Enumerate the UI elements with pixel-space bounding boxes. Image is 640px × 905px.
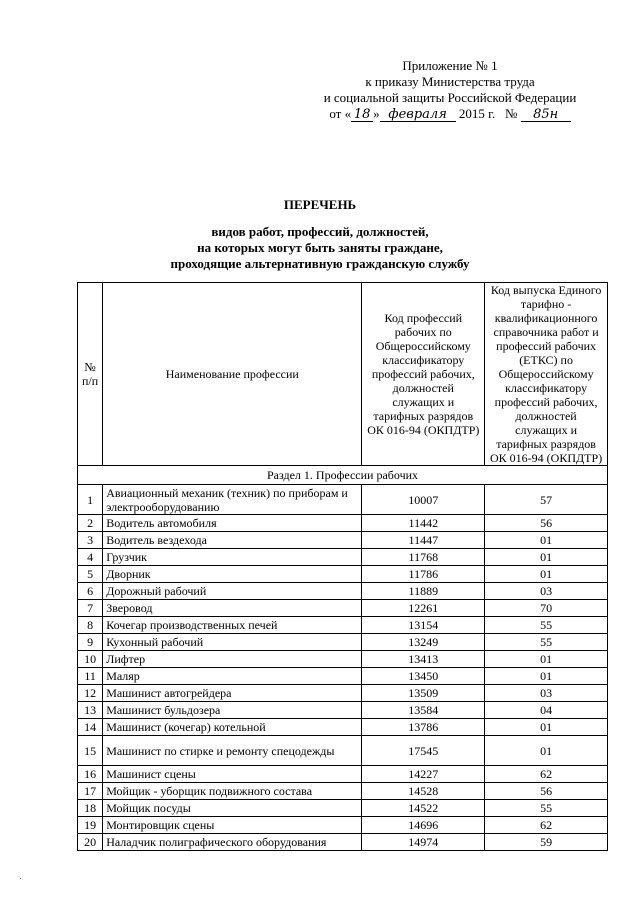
profession-name: Авиационный механик (техник) по приборам и электрооборудованию [103, 485, 362, 515]
table-row [78, 651, 608, 668]
okpdtr-code: 14522 [362, 800, 485, 817]
table-row [78, 834, 608, 851]
scan-speck [20, 878, 21, 879]
row-number: 12 [78, 685, 103, 702]
profession-name: Грузчик [103, 549, 362, 566]
etks-code: 03 [485, 685, 608, 702]
date-prefix: от « [329, 106, 352, 121]
etks-code: 62 [485, 817, 608, 834]
etks-code: 01 [485, 719, 608, 736]
row-number: 2 [78, 515, 103, 532]
header-num: № п/п [78, 283, 103, 466]
okpdtr-code: 14974 [362, 834, 485, 851]
profession-name: Машинист бульдозера [103, 702, 362, 719]
row-number: 13 [78, 702, 103, 719]
profession-name: Водитель вездехода [103, 532, 362, 549]
professions-table [77, 282, 608, 851]
title-heading: ПЕРЕЧЕНЬ [283, 197, 357, 212]
okpdtr-code: 14227 [362, 766, 485, 783]
profession-name: Дворник [103, 566, 362, 583]
profession-name: Машинист (кочегар) котельной [103, 719, 362, 736]
profession-name: Машинист сцены [103, 766, 362, 783]
order-year: 2015 г. [458, 106, 496, 121]
okpdtr-code: 13413 [362, 651, 485, 668]
ministry-line: и социальной защиты Российской Федерации [323, 90, 577, 105]
table-row [78, 532, 608, 549]
okpdtr-code: 17545 [362, 736, 485, 766]
table-row [78, 668, 608, 685]
row-number: 5 [78, 566, 103, 583]
okpdtr-code: 11768 [362, 549, 485, 566]
header-name: Наименование профессии [103, 283, 362, 466]
etks-code: 01 [485, 736, 608, 766]
okpdtr-code: 12261 [362, 600, 485, 617]
row-number: 4 [78, 549, 103, 566]
okpdtr-code: 14528 [362, 783, 485, 800]
profession-name: Водитель автомобиля [103, 515, 362, 532]
table-row [78, 800, 608, 817]
etks-code: 57 [485, 485, 608, 515]
table-row [78, 549, 608, 566]
okpdtr-code: 14696 [362, 817, 485, 834]
row-number: 8 [78, 617, 103, 634]
profession-name: Маляр [103, 668, 362, 685]
profession-name: Лифтер [103, 651, 362, 668]
row-number: 7 [78, 600, 103, 617]
row-number: 9 [78, 634, 103, 651]
row-number: 19 [78, 817, 103, 834]
profession-name: Зверовод [103, 600, 362, 617]
table-row [78, 719, 608, 736]
okpdtr-code: 10007 [362, 485, 485, 515]
etks-code: 55 [485, 800, 608, 817]
title-sub-2: на которых могут быть заняты граждане, [197, 240, 443, 255]
table-row [78, 736, 608, 766]
etks-code: 55 [485, 617, 608, 634]
table-row [78, 783, 608, 800]
profession-name: Кухонный рабочий [103, 634, 362, 651]
table-row [78, 702, 608, 719]
appendix-label: Приложение № 1 [402, 58, 498, 73]
etks-code: 03 [485, 583, 608, 600]
okpdtr-code: 11889 [362, 583, 485, 600]
okpdtr-code: 13450 [362, 668, 485, 685]
okpdtr-code: 13249 [362, 634, 485, 651]
row-number: 18 [78, 800, 103, 817]
profession-name: Мойщик - уборщик подвижного состава [103, 783, 362, 800]
title-sub-3: проходящие альтернативную гражданскую службу [170, 256, 470, 271]
profession-name: Наладчик полиграфического оборудования [103, 834, 362, 851]
profession-name: Кочегар производственных печей [103, 617, 362, 634]
table-row [78, 817, 608, 834]
order-header [320, 58, 580, 122]
order-date-line [320, 106, 580, 122]
row-number: 20 [78, 834, 103, 851]
etks-code: 56 [485, 515, 608, 532]
header-etks: Код выпуска Единого тарифно - квалификационного справочника работ и профессий рабочих (ЕТКС) по Общероссийскому классификатору профессий рабочих, должностей служащих и тарифных разрядов ОК 016-94 (ОКПДТР) [485, 283, 608, 466]
profession-name: Монтировщик сцены [103, 817, 362, 834]
etks-code: 70 [485, 600, 608, 617]
table-row [78, 515, 608, 532]
etks-code: 01 [485, 549, 608, 566]
title-sub-1: видов работ, профессий, должностей, [211, 224, 429, 239]
order-ref-line: к приказу Министерства труда [365, 74, 535, 89]
etks-code: 62 [485, 766, 608, 783]
okpdtr-code: 13154 [362, 617, 485, 634]
order-number-label: № [504, 106, 518, 121]
table-header-row [78, 283, 608, 466]
table-row [78, 485, 608, 515]
table-row [78, 766, 608, 783]
etks-code: 56 [485, 783, 608, 800]
table-row [78, 600, 608, 617]
row-number: 1 [78, 485, 103, 515]
okpdtr-code: 13584 [362, 702, 485, 719]
table-row [78, 685, 608, 702]
header-code: Код профессий рабочих по Общероссийскому классификатору профессий рабочих, должностей служащих и тарифных разрядов ОК 016-94 (ОКПДТР) [362, 283, 485, 466]
profession-name: Дорожный рабочий [103, 583, 362, 600]
profession-name: Машинист по стирке и ремонту спецодежды [103, 736, 362, 766]
handwritten-month: февраля [380, 108, 456, 122]
row-number: 16 [78, 766, 103, 783]
table-row [78, 617, 608, 634]
okpdtr-code: 13509 [362, 685, 485, 702]
okpdtr-code: 11447 [362, 532, 485, 549]
row-number: 15 [78, 736, 103, 766]
etks-code: 01 [485, 651, 608, 668]
etks-code: 59 [485, 834, 608, 851]
row-number: 6 [78, 583, 103, 600]
etks-code: 04 [485, 702, 608, 719]
etks-code: 55 [485, 634, 608, 651]
section-row [78, 466, 608, 485]
row-number: 10 [78, 651, 103, 668]
okpdtr-code: 11786 [362, 566, 485, 583]
etks-code: 01 [485, 566, 608, 583]
handwritten-day: 18 [351, 108, 373, 122]
date-sep: » [373, 106, 380, 121]
etks-code: 01 [485, 532, 608, 549]
profession-name: Машинист автогрейдера [103, 685, 362, 702]
row-number: 17 [78, 783, 103, 800]
document-title [0, 197, 640, 272]
table-row [78, 634, 608, 651]
table-row [78, 583, 608, 600]
profession-name: Мойщик посуды [103, 800, 362, 817]
okpdtr-code: 13786 [362, 719, 485, 736]
section-title: Раздел 1. Профессии рабочих [78, 466, 608, 485]
row-number: 3 [78, 532, 103, 549]
okpdtr-code: 11442 [362, 515, 485, 532]
table-row [78, 566, 608, 583]
row-number: 14 [78, 719, 103, 736]
row-number: 11 [78, 668, 103, 685]
etks-code: 01 [485, 668, 608, 685]
handwritten-order-number: 85н [521, 108, 571, 122]
